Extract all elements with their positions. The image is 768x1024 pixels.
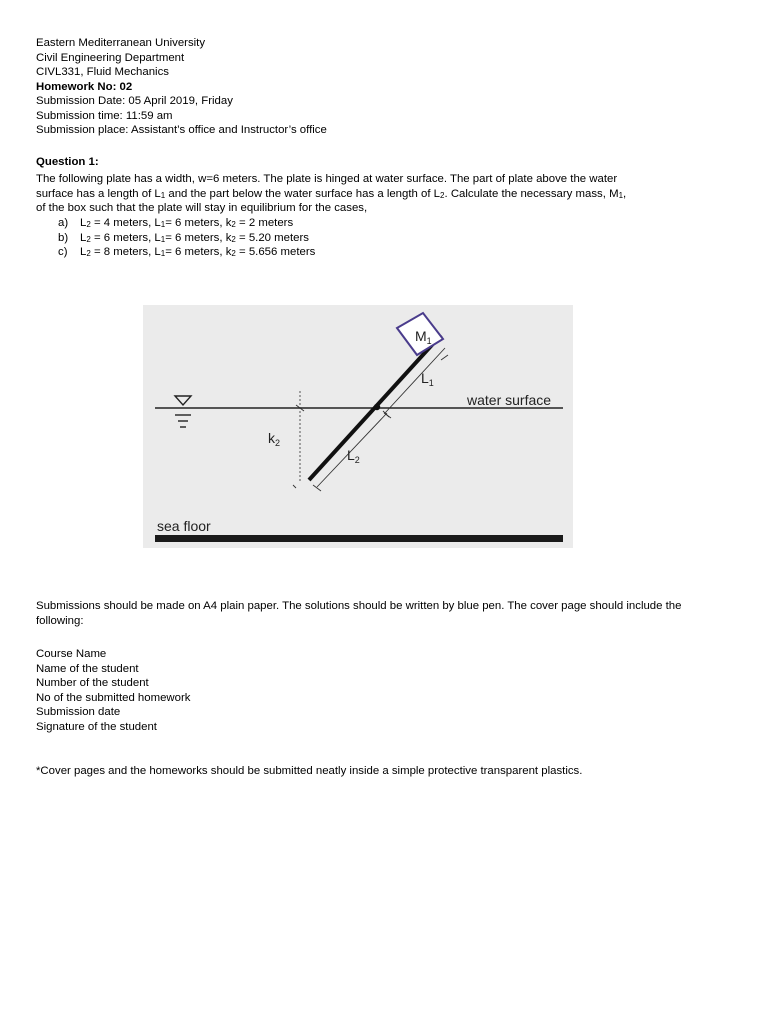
submission-instructions: Submissions should be made on A4 plain paper. The solutions should be written by blue pen. The cover page should include the following: <box>36 600 682 627</box>
cover-item: Name of the student <box>36 662 139 675</box>
question-text-line2: surface has a length of $L_1$ and the part below the water surface has a length of $L_2$. Calculate the necessary mass, $M_1$, <box>36 187 627 200</box>
university-name: Eastern Mediterranean University <box>36 37 206 49</box>
cover-item: Course Name <box>36 648 107 660</box>
cover-item: Signature of the student <box>36 720 157 733</box>
submission-time: Submission time: 11:59 am <box>36 109 173 122</box>
sea-floor-label: sea floor <box>157 518 211 534</box>
question-title: Question 1: <box>36 156 99 168</box>
k2-label: $k_2$ <box>268 430 281 448</box>
cover-item: Number of the student <box>36 677 149 689</box>
hinged-plate-diagram <box>143 305 573 548</box>
cover-item: No of the submitted homework <box>36 691 191 704</box>
submission-date: Submission Date: 05 April 2019, Friday <box>36 95 233 107</box>
box-label: $M_1$ <box>415 328 432 346</box>
l1-label: $L_1$ <box>421 370 434 388</box>
water-level-icon <box>175 396 191 427</box>
submission-place: Submission place: Assistant’s office and Instructor’s office <box>36 124 327 136</box>
sea-floor-bar <box>155 535 563 542</box>
packaging-note: *Cover pages and the homeworks should be submitted neatly inside a simple protective transparent plastics. <box>36 765 583 777</box>
l1-dimension <box>385 348 445 413</box>
question-text-line3: of the box such that the plate will stay in equilibrium for the cases, <box>36 202 368 214</box>
homework-number: Homework No: 02 <box>36 80 133 93</box>
water-surface-label: water surface <box>467 392 552 408</box>
hinge <box>374 404 380 410</box>
question-text-line1: The following plate has a width, w=6 meters. The plate is hinged at water surface. The part of plate above the water <box>36 173 618 185</box>
document-page: Eastern Mediterranean University Civil Engineering Department CIVL331, Fluid Mechanics Homework No: 02 Submission Date: 05 April 2019, Friday Submission time: 11:59 am Submission place: Assistant’s office and Instructor’s office Question 1: The following plate has a width, w=6 meters. The plate is hinged at water surface. The part of plate above the water surface has a length of $L_1$ and the part below the water surface has a length of $L_2$. Calculate the necessary mass, $M_1$, of the box such that the plate will stay in equilibrium for the cases, a) $L_2 = 4$ meters, $L_1= 6$ meters, $k_2 = 2$ meters b) $L_2 = 6$ meters, $L_1= 6$ meters, $k_2 = 5.20$ meters c) $L_2 = 8$ meters, $L_1= 6$ meters, $k_2 = 5.656$ meters $M_1$ $L_1$ $L_2$ $k_2$ water surface sea floor Submissions should be made on A4 plain paper. The solutions should be written by blue pen. The cover page should include the following: Course Name Name of the student Number of the student No of the submitted homework Submission date Signature of the student *Cover pages and the homeworks should be submitted neatly inside a simple protective transparent plastics. <box>0 0 768 1024</box>
cover-item: Submission date <box>36 706 121 718</box>
course-name: CIVL331, Fluid Mechanics <box>36 66 169 78</box>
l2-label: $L_2$ <box>347 447 360 465</box>
department-name: Civil Engineering Department <box>36 51 185 64</box>
